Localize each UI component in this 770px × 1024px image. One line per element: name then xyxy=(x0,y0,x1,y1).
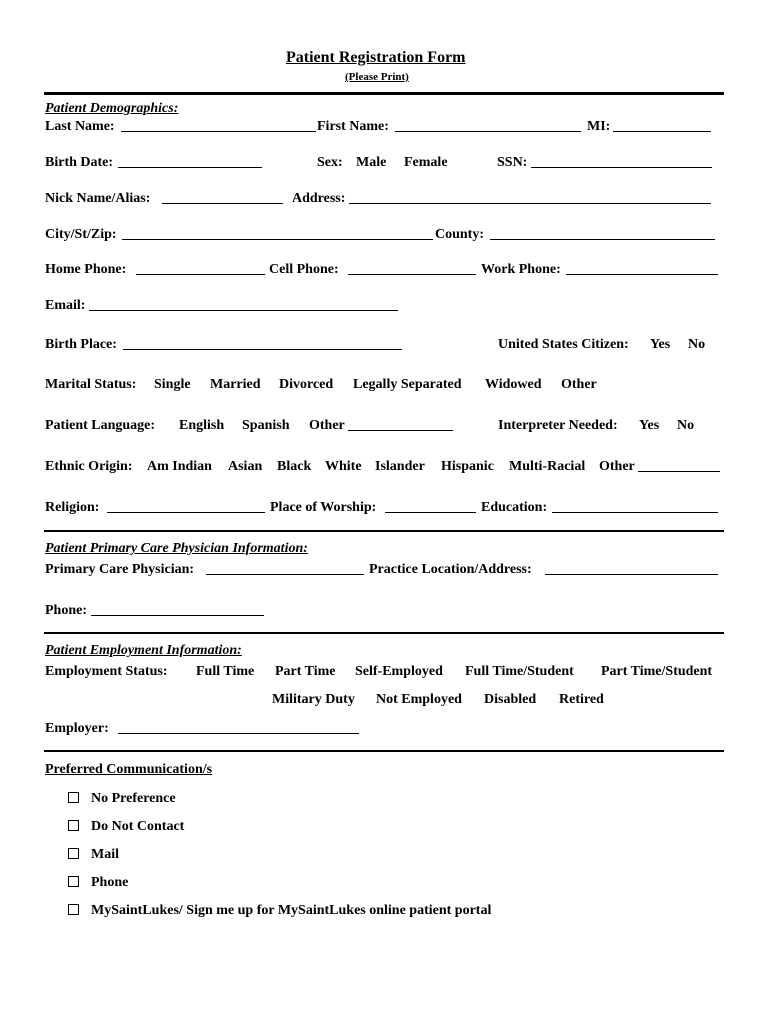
first-name-label: First Name: xyxy=(317,119,389,134)
primary-care-physician-label: Primary Care Physician: xyxy=(45,562,195,577)
sex-option-female[interactable]: Female xyxy=(404,155,448,170)
employment-status-label: Employment Status: xyxy=(45,664,168,679)
ethnic-option-other[interactable]: Other xyxy=(599,459,635,474)
employment-option-full-time-student[interactable]: Full Time/Student xyxy=(465,664,574,679)
email-label: Email: xyxy=(45,298,86,313)
ethnic-option-am-indian[interactable]: Am Indian xyxy=(147,459,212,474)
county-label: County: xyxy=(435,227,485,242)
option-do-not-contact: Do Not Contact xyxy=(91,819,185,834)
mi-label: MI: xyxy=(587,119,611,134)
citizen-label: United States Citizen: xyxy=(498,337,629,352)
option-mysaintlukes: MySaintLukes/ Sign me up for MySaintLukes online patient portal xyxy=(91,903,492,918)
ethnic-option-multi-racial[interactable]: Multi-Racial xyxy=(509,459,586,474)
citizen-option-yes[interactable]: Yes xyxy=(650,337,671,352)
communication-heading: Preferred Communication/s xyxy=(45,762,213,777)
language-option-other[interactable]: Other xyxy=(309,418,345,433)
religion-field[interactable] xyxy=(107,499,265,513)
ssn-label: SSN: xyxy=(497,155,528,170)
email-field[interactable] xyxy=(89,297,398,311)
employment-heading: Patient Employment Information: xyxy=(45,643,242,658)
marital-status-label: Marital Status: xyxy=(45,377,137,392)
sex-label: Sex: xyxy=(317,155,343,170)
birth-place-field[interactable] xyxy=(123,336,402,350)
ethnic-option-asian[interactable]: Asian xyxy=(228,459,263,474)
language-option-english[interactable]: English xyxy=(179,418,225,433)
work-phone-field[interactable] xyxy=(566,261,718,275)
employment-option-full-time[interactable]: Full Time xyxy=(196,664,255,679)
first-name-field[interactable] xyxy=(395,118,581,132)
primary-care-physician-field[interactable] xyxy=(206,561,364,575)
education-field[interactable] xyxy=(552,499,718,513)
checkbox-mysaintlukes[interactable] xyxy=(68,904,79,915)
city-st-zip-label: City/St/Zip: xyxy=(45,227,117,242)
ethnic-option-hispanic[interactable]: Hispanic xyxy=(441,459,494,474)
sex-option-male[interactable]: Male xyxy=(356,155,387,170)
last-name-field[interactable] xyxy=(121,118,316,132)
ethnic-origin-label: Ethnic Origin: xyxy=(45,459,133,474)
physician-phone-label: Phone: xyxy=(45,603,87,618)
language-option-spanish[interactable]: Spanish xyxy=(242,418,290,433)
religion-label: Religion: xyxy=(45,500,100,515)
birth-place-label: Birth Place: xyxy=(45,337,117,352)
county-field[interactable] xyxy=(490,226,715,240)
cell-phone-field[interactable] xyxy=(348,261,476,275)
home-phone-label: Home Phone: xyxy=(45,262,127,277)
marital-option-widowed[interactable]: Widowed xyxy=(485,377,542,392)
employment-option-retired[interactable]: Retired xyxy=(559,692,604,707)
employment-option-part-time[interactable]: Part Time xyxy=(275,664,336,679)
physician-phone-field[interactable] xyxy=(91,602,264,616)
work-phone-label: Work Phone: xyxy=(481,262,561,277)
ethnic-option-white[interactable]: White xyxy=(325,459,362,474)
patient-language-label: Patient Language: xyxy=(45,418,156,433)
address-label: Address: xyxy=(292,191,346,206)
mi-field[interactable] xyxy=(613,118,711,132)
form-title: Patient Registration Form xyxy=(286,49,466,66)
practice-location-field[interactable] xyxy=(545,561,718,575)
employment-option-military-duty[interactable]: Military Duty xyxy=(272,692,355,707)
checkbox-phone[interactable] xyxy=(68,876,79,887)
last-name-label: Last Name: xyxy=(45,119,115,134)
interpreter-option-yes[interactable]: Yes xyxy=(639,418,660,433)
ssn-field[interactable] xyxy=(531,154,712,168)
ethnic-option-black[interactable]: Black xyxy=(277,459,312,474)
interpreter-label: Interpreter Needed: xyxy=(498,418,618,433)
place-of-worship-field[interactable] xyxy=(385,499,476,513)
place-of-worship-label: Place of Worship: xyxy=(270,500,377,515)
employer-field[interactable] xyxy=(118,720,359,734)
checkbox-mail[interactable] xyxy=(68,848,79,859)
checkbox-do-not-contact[interactable] xyxy=(68,820,79,831)
city-st-zip-field[interactable] xyxy=(122,226,433,240)
form-subtitle: (Please Print) xyxy=(345,71,409,83)
option-no-preference: No Preference xyxy=(91,791,176,806)
employment-option-self-employed[interactable]: Self-Employed xyxy=(355,664,443,679)
employment-option-part-time-student[interactable]: Part Time/Student xyxy=(601,664,713,679)
citizen-option-no[interactable]: No xyxy=(688,337,706,352)
physician-heading: Patient Primary Care Physician Information: xyxy=(45,541,308,556)
employment-option-not-employed[interactable]: Not Employed xyxy=(376,692,462,707)
address-field[interactable] xyxy=(349,190,711,204)
ethnic-other-field[interactable] xyxy=(638,458,720,472)
practice-location-label: Practice Location/Address: xyxy=(369,562,532,577)
option-mail: Mail xyxy=(91,847,119,862)
interpreter-option-no[interactable]: No xyxy=(677,418,695,433)
education-label: Education: xyxy=(481,500,548,515)
nick-name-label: Nick Name/Alias: xyxy=(45,191,151,206)
marital-option-other[interactable]: Other xyxy=(561,377,597,392)
cell-phone-label: Cell Phone: xyxy=(269,262,339,277)
option-phone: Phone xyxy=(91,875,129,890)
marital-option-divorced[interactable]: Divorced xyxy=(279,377,334,392)
marital-option-legally-separated[interactable]: Legally Separated xyxy=(353,377,462,392)
birth-date-label: Birth Date: xyxy=(45,155,114,170)
birth-date-field[interactable] xyxy=(118,154,262,168)
demographics-divider xyxy=(44,530,724,532)
employment-option-disabled[interactable]: Disabled xyxy=(484,692,537,707)
nick-name-field[interactable] xyxy=(162,190,283,204)
language-other-field[interactable] xyxy=(348,417,453,431)
employer-label: Employer: xyxy=(45,721,109,736)
marital-option-married[interactable]: Married xyxy=(210,377,261,392)
marital-option-single[interactable]: Single xyxy=(154,377,191,392)
checkbox-no-preference[interactable] xyxy=(68,792,79,803)
ethnic-option-islander[interactable]: Islander xyxy=(375,459,425,474)
demographics-heading: Patient Demographics: xyxy=(45,101,179,116)
physician-divider xyxy=(44,632,724,634)
header-divider xyxy=(44,92,724,95)
home-phone-field[interactable] xyxy=(136,261,265,275)
employment-divider xyxy=(44,750,724,752)
